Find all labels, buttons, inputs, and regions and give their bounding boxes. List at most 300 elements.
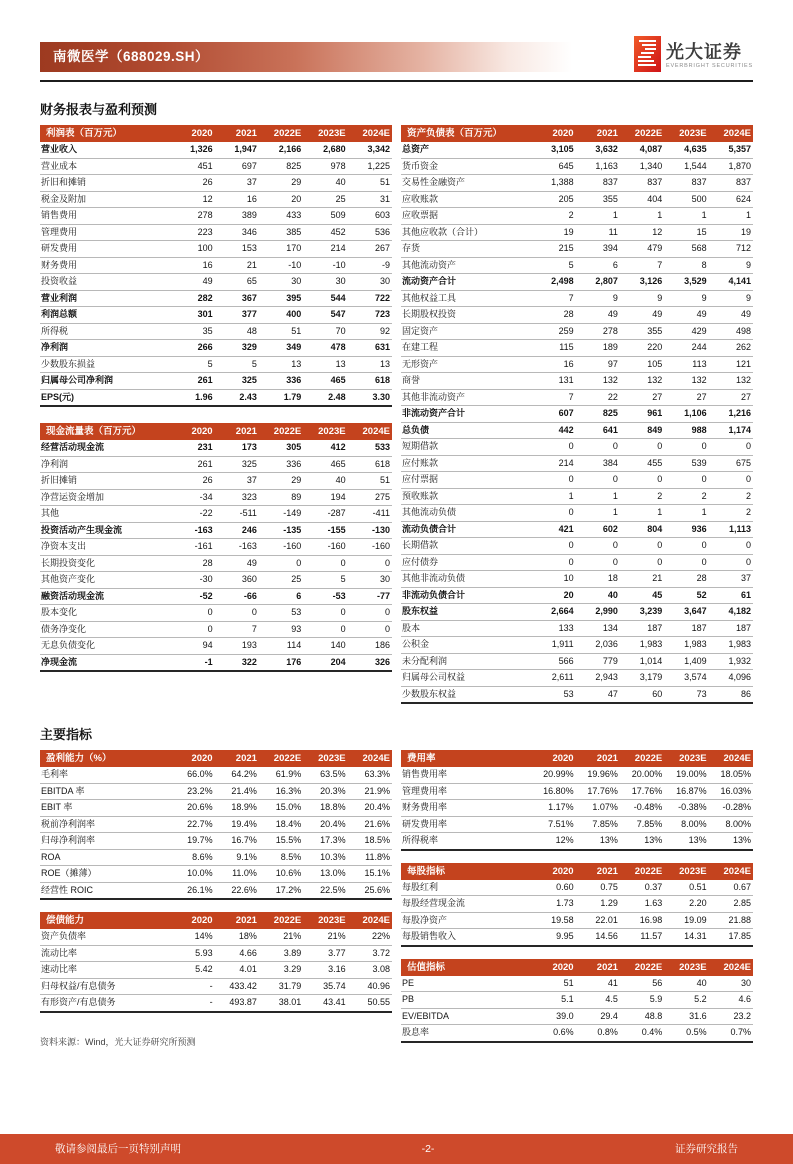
- year-column-header: 2024E: [709, 959, 753, 976]
- cell-value: 8: [664, 257, 708, 274]
- cell-value: -34: [170, 489, 214, 506]
- cell-value: 37: [215, 175, 259, 192]
- cell-value: 0.8%: [576, 1025, 620, 1042]
- cell-value: 0: [170, 605, 214, 622]
- table-row: [40, 783, 392, 800]
- table-row: [401, 439, 753, 456]
- cell-value: 19: [531, 224, 575, 241]
- table-row: [401, 783, 753, 800]
- cell-value: 0: [576, 472, 620, 489]
- table-row: [401, 686, 753, 703]
- cell-value: 5: [215, 356, 259, 373]
- cell-value: 9.95: [531, 929, 575, 946]
- cell-value: 0: [709, 538, 753, 555]
- cell-value: 0: [664, 472, 708, 489]
- table-row: [40, 800, 392, 817]
- cell-value: 2,664: [531, 604, 575, 621]
- year-column-header: 2022E: [620, 750, 664, 767]
- cell-value: 5.42: [170, 962, 214, 979]
- cell-value: -160: [259, 539, 303, 556]
- cell-value: 12: [620, 224, 664, 241]
- cell-value: 3,529: [664, 274, 708, 291]
- cell-value: 0: [303, 621, 347, 638]
- cell-value: 936: [664, 521, 708, 538]
- table-row: [40, 191, 392, 208]
- cell-value: 13%: [576, 833, 620, 850]
- table-title: 每股指标: [401, 863, 531, 880]
- cell-value: 498: [709, 323, 753, 340]
- table-row: [401, 653, 753, 670]
- cell-value: 7: [531, 290, 575, 307]
- cell-value: 3.89: [259, 945, 303, 962]
- cell-value: 384: [576, 455, 620, 472]
- cell-value: 13%: [620, 833, 664, 850]
- cell-value: 215: [531, 241, 575, 258]
- cell-value: 4,096: [709, 670, 753, 687]
- cell-value: 16: [170, 257, 214, 274]
- cell-value: 259: [531, 323, 575, 340]
- cell-value: 11.57: [620, 929, 664, 946]
- row-label: 流动资产合计: [401, 274, 531, 291]
- cell-value: 9: [709, 290, 753, 307]
- cell-value: -163: [215, 539, 259, 556]
- cell-value: 29: [259, 175, 303, 192]
- cell-value: 261: [170, 373, 214, 390]
- footer-report-type: 证券研究报告: [675, 1143, 738, 1155]
- cell-value: 15.1%: [348, 866, 392, 883]
- year-column-header: 2023E: [664, 863, 708, 880]
- cell-value: 1: [664, 208, 708, 225]
- year-column-header: 2021: [215, 750, 259, 767]
- cell-value: 3.16: [303, 962, 347, 979]
- row-label: 短期借款: [401, 439, 531, 456]
- table-row: [40, 274, 392, 291]
- cell-value: 2.43: [215, 389, 259, 406]
- cell-value: 533: [348, 440, 392, 456]
- cell-value: 21: [215, 257, 259, 274]
- year-column-header: 2022E: [259, 125, 303, 142]
- cell-value: 13: [259, 356, 303, 373]
- cell-value: 16.3%: [259, 783, 303, 800]
- cell-value: 30: [303, 274, 347, 291]
- cell-value: 4.6: [709, 992, 753, 1009]
- cell-value: 0: [576, 554, 620, 571]
- cell-value: 4,141: [709, 274, 753, 291]
- cell-value: 17.85: [709, 929, 753, 946]
- row-label: 股本: [401, 620, 531, 637]
- table-title: 利润表（百万元）: [40, 125, 170, 142]
- cell-value: 16: [531, 356, 575, 373]
- cell-value: 282: [170, 290, 214, 307]
- cell-value: 100: [170, 241, 214, 258]
- cell-value: 26.1%: [170, 882, 214, 899]
- cell-value: 1,340: [620, 158, 664, 175]
- cell-value: 0: [303, 605, 347, 622]
- cell-value: 779: [576, 653, 620, 670]
- cell-value: 132: [620, 373, 664, 390]
- cell-value: 194: [303, 489, 347, 506]
- cell-value: 322: [215, 654, 259, 671]
- cell-value: 0: [348, 605, 392, 622]
- cell-value: 132: [709, 373, 753, 390]
- cell-value: 21.88: [709, 912, 753, 929]
- cell-value: 214: [303, 241, 347, 258]
- cell-value: 0.37: [620, 880, 664, 896]
- table-row: [401, 554, 753, 571]
- cell-value: 336: [259, 373, 303, 390]
- cell-value: 5.2: [664, 992, 708, 1009]
- cell-value: 10.6%: [259, 866, 303, 883]
- cell-value: 4,182: [709, 604, 753, 621]
- source-note: 资料来源：Wind，光大证券研究所预测: [40, 1036, 196, 1047]
- cell-value: 18.5%: [348, 833, 392, 850]
- table-header-row: [40, 912, 392, 929]
- cell-value: 173: [215, 440, 259, 456]
- year-column-header: 2023E: [303, 423, 347, 440]
- cell-value: 47: [576, 686, 620, 703]
- cell-value: 395: [259, 290, 303, 307]
- cell-value: 0: [576, 439, 620, 456]
- cell-value: 0: [531, 439, 575, 456]
- cell-value: 21%: [303, 929, 347, 945]
- cell-value: 115: [531, 340, 575, 357]
- cell-value: 267: [348, 241, 392, 258]
- cell-value: 61.9%: [259, 767, 303, 783]
- cell-value: 187: [664, 620, 708, 637]
- cell-value: 7.85%: [576, 816, 620, 833]
- row-label: 经营活动现金流: [40, 440, 170, 456]
- cell-value: 500: [664, 191, 708, 208]
- financial-tables-row: [40, 125, 753, 704]
- table-row: [401, 1025, 753, 1042]
- year-column-header: 2024E: [348, 750, 392, 767]
- cell-value: 51: [259, 323, 303, 340]
- cell-value: 18%: [215, 929, 259, 945]
- cell-value: 0.4%: [620, 1025, 664, 1042]
- cell-value: 421: [531, 521, 575, 538]
- cell-value: 355: [620, 323, 664, 340]
- cell-value: 25: [259, 572, 303, 589]
- cell-value: 1.07%: [576, 800, 620, 817]
- cell-value: 187: [620, 620, 664, 637]
- cell-value: -163: [170, 522, 214, 539]
- stock-title-banner: [40, 42, 572, 72]
- cell-value: 7: [215, 621, 259, 638]
- row-label: 其他非流动负债: [401, 571, 531, 588]
- table-row: [40, 506, 392, 523]
- cell-value: 37: [215, 473, 259, 490]
- table-row: [401, 604, 753, 621]
- cell-value: 9.1%: [215, 849, 259, 866]
- table-title: 费用率: [401, 750, 531, 767]
- row-label: 折旧和摊销: [40, 175, 170, 192]
- row-label: 商誉: [401, 373, 531, 390]
- row-label: 归母净利润率: [40, 833, 170, 850]
- cell-value: 1.96: [170, 389, 214, 406]
- cell-value: 45: [620, 587, 664, 604]
- row-label: 利润总额: [40, 307, 170, 324]
- cell-value: 2: [709, 505, 753, 522]
- cell-value: 30: [259, 274, 303, 291]
- cell-value: 121: [709, 356, 753, 373]
- year-column-header: 2020: [531, 959, 575, 976]
- year-column-header: 2021: [576, 863, 620, 880]
- cell-value: 8.00%: [664, 816, 708, 833]
- row-label: 研发费用: [40, 241, 170, 258]
- cell-value: 170: [259, 241, 303, 258]
- table-row: [401, 340, 753, 357]
- row-label: 营业利润: [40, 290, 170, 307]
- cell-value: 20: [531, 587, 575, 604]
- table-row: [40, 440, 392, 456]
- cell-value: 13%: [709, 833, 753, 850]
- cell-value: 21.4%: [215, 783, 259, 800]
- row-label: 应付账款: [401, 455, 531, 472]
- cell-value: 0: [620, 472, 664, 489]
- cell-value: 134: [576, 620, 620, 637]
- cell-value: 13%: [664, 833, 708, 850]
- cell-value: 9: [664, 290, 708, 307]
- cell-value: -287: [303, 506, 347, 523]
- cell-value: 3,342: [348, 142, 392, 158]
- cell-value: 14.31: [664, 929, 708, 946]
- cell-value: 22.01: [576, 912, 620, 929]
- cell-value: 433.42: [215, 978, 259, 995]
- cell-value: 697: [215, 158, 259, 175]
- table-row: [40, 605, 392, 622]
- cell-value: 9: [620, 290, 664, 307]
- year-column-header: 2021: [215, 125, 259, 142]
- cell-value: 509: [303, 208, 347, 225]
- cell-value: 19.00%: [664, 767, 708, 783]
- year-column-header: 2023E: [664, 125, 708, 142]
- table-row: [401, 175, 753, 192]
- table-row: [401, 976, 753, 992]
- cell-value: 0: [531, 554, 575, 571]
- cell-value: 2.85: [709, 896, 753, 913]
- cell-value: 1.29: [576, 896, 620, 913]
- cell-value: 214: [531, 455, 575, 472]
- cell-value: 31: [348, 191, 392, 208]
- table-row: [40, 638, 392, 655]
- row-label: 有形资产/有息债务: [40, 995, 170, 1012]
- cell-value: 442: [531, 422, 575, 439]
- cell-value: 61: [709, 587, 753, 604]
- cell-value: 377: [215, 307, 259, 324]
- table-row: [40, 307, 392, 324]
- cell-value: 14.56: [576, 929, 620, 946]
- cell-value: 65: [215, 274, 259, 291]
- cell-value: 20.99%: [531, 767, 575, 783]
- cell-value: 113: [664, 356, 708, 373]
- metrics-tables-row: [40, 750, 753, 1048]
- year-column-header: 2021: [576, 750, 620, 767]
- cell-value: 1.73: [531, 896, 575, 913]
- cell-value: 35: [170, 323, 214, 340]
- cell-value: 20.4%: [303, 816, 347, 833]
- cell-value: 22.6%: [215, 882, 259, 899]
- cell-value: 1.17%: [531, 800, 575, 817]
- cell-value: 17.76%: [620, 783, 664, 800]
- page-footer: [0, 1134, 793, 1164]
- row-label: EV/EBITDA: [401, 1008, 531, 1025]
- footer-page-number: -2-: [421, 1143, 435, 1155]
- table-row: [40, 929, 392, 945]
- cell-value: 0: [664, 439, 708, 456]
- row-label: 交易性金融资产: [401, 175, 531, 192]
- year-column-header: 2020: [531, 125, 575, 142]
- table-row: [40, 340, 392, 357]
- row-label: 其他应收款（合计）: [401, 224, 531, 241]
- cell-value: 385: [259, 224, 303, 241]
- cell-value: 2: [620, 488, 664, 505]
- row-label: 所得税: [40, 323, 170, 340]
- cell-value: 0: [303, 555, 347, 572]
- cell-value: 49: [709, 307, 753, 324]
- row-label: PB: [401, 992, 531, 1009]
- table-row: [401, 880, 753, 896]
- cell-value: 7.51%: [531, 816, 575, 833]
- cell-value: 0: [215, 605, 259, 622]
- row-label: 每股红利: [401, 880, 531, 896]
- cell-value: 2.20: [664, 896, 708, 913]
- cell-value: 1.63: [620, 896, 664, 913]
- row-label: 应付票据: [401, 472, 531, 489]
- cell-value: 452: [303, 224, 347, 241]
- cell-value: 16.80%: [531, 783, 575, 800]
- cell-value: 0: [348, 555, 392, 572]
- cell-value: 1,113: [709, 521, 753, 538]
- cell-value: 2,166: [259, 142, 303, 158]
- table-row: [401, 323, 753, 340]
- row-label: 流动负债合计: [401, 521, 531, 538]
- cell-value: 3.30: [348, 389, 392, 406]
- cell-value: -30: [170, 572, 214, 589]
- cell-value: 66.0%: [170, 767, 214, 783]
- row-label: 股本变化: [40, 605, 170, 622]
- cell-value: 278: [170, 208, 214, 225]
- row-label: 应收票据: [401, 208, 531, 225]
- cell-value: 48: [215, 323, 259, 340]
- row-label: 财务费用率: [401, 800, 531, 817]
- cell-value: 5.9: [620, 992, 664, 1009]
- cell-value: 479: [620, 241, 664, 258]
- cell-value: 275: [348, 489, 392, 506]
- row-label: 非流动负债合计: [401, 587, 531, 604]
- cell-value: -411: [348, 506, 392, 523]
- cell-value: 5: [531, 257, 575, 274]
- valuation-table: [401, 959, 753, 1043]
- year-column-header: 2022E: [620, 959, 664, 976]
- row-label: 营业收入: [40, 142, 170, 158]
- cell-value: -0.28%: [709, 800, 753, 817]
- row-label: 无形资产: [401, 356, 531, 373]
- cell-value: 325: [215, 373, 259, 390]
- everbright-logo: [628, 36, 753, 77]
- cell-value: 8.6%: [170, 849, 214, 866]
- table-row: [401, 307, 753, 324]
- row-label: 其他资产变化: [40, 572, 170, 589]
- cell-value: 41: [576, 976, 620, 992]
- row-label: 公积金: [401, 637, 531, 654]
- row-label: 净现金流: [40, 654, 170, 671]
- expense-ratio-table: [401, 750, 753, 851]
- cell-value: 37: [709, 571, 753, 588]
- cell-value: -53: [303, 588, 347, 605]
- cell-value: 16.03%: [709, 783, 753, 800]
- cell-value: 22%: [348, 929, 392, 945]
- year-column-header: 2024E: [709, 863, 753, 880]
- cell-value: 5,357: [709, 142, 753, 158]
- table-row: [40, 290, 392, 307]
- cell-value: 336: [259, 456, 303, 473]
- table-title: 现金流量表（百万元）: [40, 423, 170, 440]
- cell-value: 18.05%: [709, 767, 753, 783]
- row-label: 其他权益工具: [401, 290, 531, 307]
- cell-value: 18.4%: [259, 816, 303, 833]
- cell-value: 0: [531, 472, 575, 489]
- cell-value: 133: [531, 620, 575, 637]
- cell-value: 49: [664, 307, 708, 324]
- income-statement-table: [40, 125, 392, 407]
- cell-value: 404: [620, 191, 664, 208]
- table-title: 资产负债表（百万元）: [401, 125, 531, 142]
- cell-value: 40.96: [348, 978, 392, 995]
- cell-value: 49: [215, 555, 259, 572]
- cell-value: 20.6%: [170, 800, 214, 817]
- cell-value: 0: [531, 505, 575, 522]
- cell-value: 22.5%: [303, 882, 347, 899]
- table-row: [40, 866, 392, 883]
- cell-value: -155: [303, 522, 347, 539]
- cell-value: 15.5%: [259, 833, 303, 850]
- cell-value: 13.0%: [303, 866, 347, 883]
- cell-value: 1,983: [620, 637, 664, 654]
- cell-value: 19.09: [664, 912, 708, 929]
- cell-value: 1,983: [664, 637, 708, 654]
- year-column-header: 2021: [576, 125, 620, 142]
- cell-value: 0: [709, 554, 753, 571]
- cell-value: -: [170, 978, 214, 995]
- cell-value: 849: [620, 422, 664, 439]
- cell-value: 27: [709, 389, 753, 406]
- cell-value: 19.4%: [215, 816, 259, 833]
- year-column-header: 2022E: [259, 750, 303, 767]
- cell-value: 86: [709, 686, 753, 703]
- cell-value: 978: [303, 158, 347, 175]
- table-row: [401, 455, 753, 472]
- table-row: [40, 208, 392, 225]
- cell-value: 837: [709, 175, 753, 192]
- cell-value: 63.3%: [348, 767, 392, 783]
- table-row: [40, 323, 392, 340]
- table-row: [401, 274, 753, 291]
- cell-value: 30: [709, 976, 753, 992]
- cell-value: 0: [709, 439, 753, 456]
- cell-value: 266: [170, 340, 214, 357]
- cell-value: 1: [620, 208, 664, 225]
- cell-value: 8.00%: [709, 816, 753, 833]
- cell-value: 51: [348, 473, 392, 490]
- cell-value: -77: [348, 588, 392, 605]
- cell-value: 722: [348, 290, 392, 307]
- cell-value: 231: [170, 440, 214, 456]
- row-label: 归母权益/有息债务: [40, 978, 170, 995]
- cell-value: 0.7%: [709, 1025, 753, 1042]
- cell-value: 19.96%: [576, 767, 620, 783]
- cell-value: 6: [259, 588, 303, 605]
- cell-value: 641: [576, 422, 620, 439]
